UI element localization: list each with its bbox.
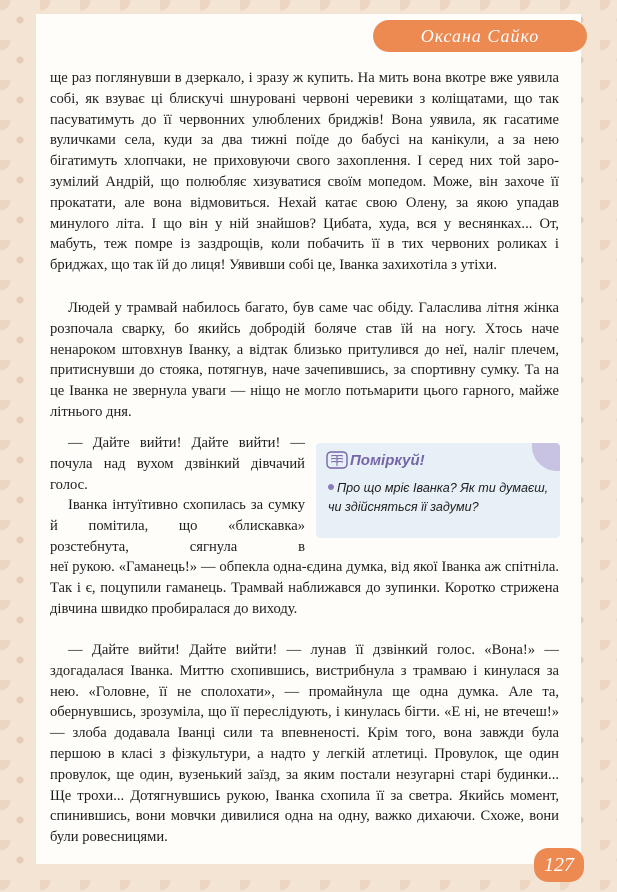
- callout-corner-decoration: [532, 443, 560, 471]
- paragraph-1: ще раз поглянувши в дзеркало, і зразу ж купить. На мить вона вкотре вже уявила собі, як взуває ці блискучі шнуровані червоні черевики з коліщатами, що так пасуватимуть до її червонних улюблених бриджів! Вона уявила, як гасатиме вуличками села, куди за два тижні поїде до бабусі на канікули, а за нею бігатимуть хлопчаки, не приховуючи свого захоплення. І серед них той зарозумілий Андрій, що полюбляє хизуватися своїм мопедом. Може, він захоче її прокатати, але вона відмовиться. Нехай катає свою Олену, за якою упадав минулого літа. І що він у ній знайшов? Цибата, худа, вся у веснянках... От, мабуть, теж помре із заздрощів, коли побачить її в тих червоних роликах і бриджах, що так їй до лиця! Уявивши собі це, Іванка захихотіла з утіхи.: [50, 70, 559, 274]
- page-number: [534, 848, 584, 882]
- think-callout: [316, 443, 560, 538]
- paragraph-3: — Дайте вийти! Дайте вийти! — почула над вухом дзвінкий дівчачий голос.: [50, 435, 305, 493]
- callout-title: Поміркуй!: [350, 452, 425, 469]
- page-number-text: 127: [544, 853, 574, 876]
- author-header: [373, 20, 587, 52]
- paragraph-4-end: неї рукою. «Гаманець!» — обпекла одна-єдина думка, від якої Іванка аж спітніла. Так і є, поцупили гаманець. Трамвай наближався до зупинки. Коротко стрижена дівчина швидко пробиралася до виходу.: [50, 559, 559, 617]
- callout-question-text: Про що мріє Іванка? Як ти думаєш, чи здійсняться її задуми?: [328, 481, 549, 514]
- paragraph-5: — Дайте вийти! Дайте вийти! — лунав її дзвінкий голос. «Вона!» — здогадалася Іванка. Миттю схопившись, вистрибнула з трамваю і кинулася за нею. «Головне, її не сполохати», — промайнула ще одна думка. Але та, обернувшись, зрозуміла, що її переслідують, і кинулась бігти. «Е ні, не втечеш!» — злоба додавала Іванці сили та впевненості. Крім того, вона завжди була першою в класі з фізкультури, а надто у легкій атлетиці. Провулок, ще один провулок, ще один, вузенький заїзд, за яким постали незугарні старі будинки... Ще трохи... Дотягнувшись рукою, Іванка схопила її за светра. Якийсь момент, спинившись, вони мовчки дивилися одна на одну, важко дихаючи. Схоже, вони були ровесницями.: [50, 642, 559, 846]
- paragraph-2: Людей у трамвай набилось багато, був саме час обіду. Галаслива літня жінка розпочала сварку, бо якийсь добродій боляче став їй на ногу. Хтось наче ненароком штовхнув Іванку, а відтак близько притулився до неї, наліг плечем, притиснувши до стояка, потягнув, наче зачепившись, за спортивну сумку. Та на це Іванка не звернула уваги — ніщо не могло потьмарити цього гарного, майже літнього дня.: [50, 300, 559, 420]
- paragraph-4-start: Іванка інтуїтивно схопилась за сумку й помітила, що «блискавка» розстебнута, сягнула в: [50, 497, 305, 555]
- bullet-icon: [328, 484, 334, 490]
- author-name: Оксана Сайко: [420, 25, 540, 46]
- callout-question: [328, 479, 556, 517]
- open-book-icon: [326, 451, 348, 469]
